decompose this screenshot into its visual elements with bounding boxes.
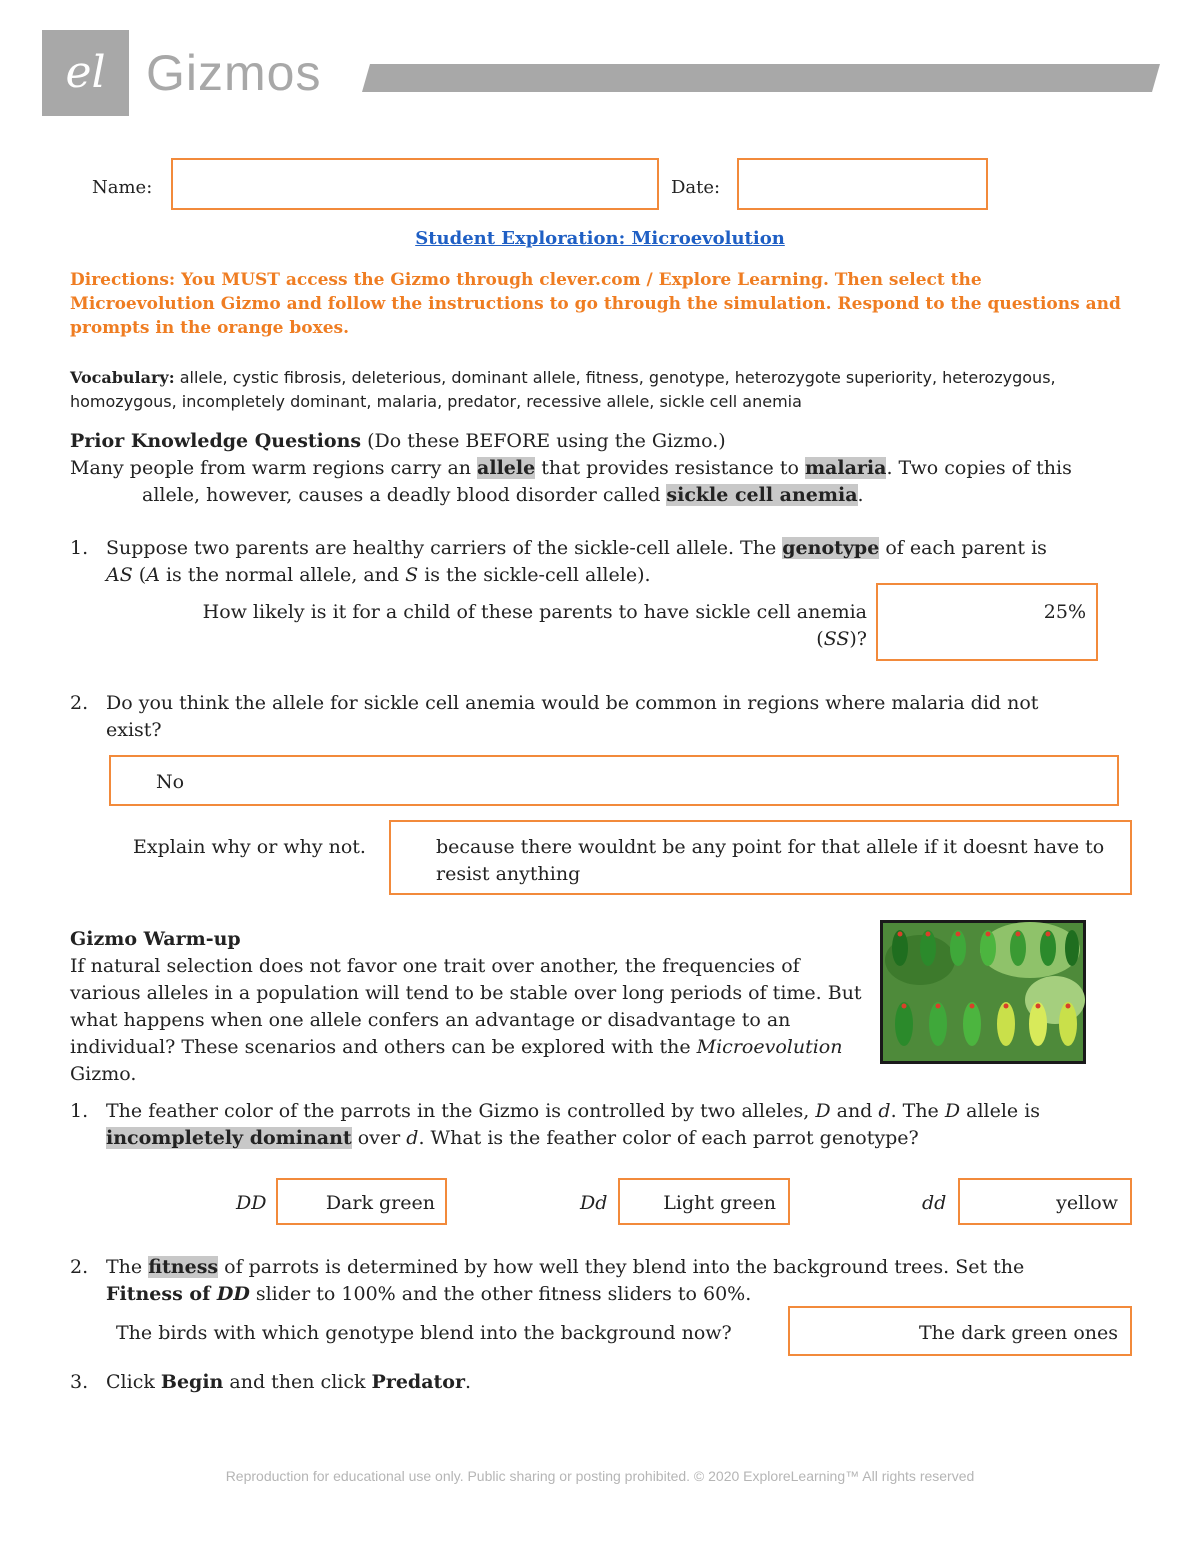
genotype-dd-answer[interactable]: yellow [958,1178,1132,1225]
prior-knowledge-heading: Prior Knowledge Questions (Do these BEFORE using the Gizmo.) [70,430,726,452]
genotype-DD-label: DD [236,1192,267,1214]
term-allele: allele [477,457,536,479]
warmup-q1-number: 1. [70,1100,89,1122]
prior-intro-line2: allele, however, causes a deadly blood disorder called sickle cell anemia. [142,484,864,506]
date-field[interactable] [737,158,988,210]
name-field[interactable] [171,158,659,210]
footer-copyright: Reproduction for educational use only. Public sharing or posting prohibited. © 2020 ExploreLearning™ All rights reserved [225,1468,975,1484]
explain-why-label: Explain why or why not. [133,836,366,858]
prior-q1-text: Suppose two parents are healthy carriers of the sickle-cell allele. The genotype of each parent is [106,537,1047,559]
brand-name: Gizmos [146,45,322,101]
warmup-q3-number: 3. [70,1371,89,1393]
explorelearning-logo: el [42,30,129,116]
warmup-paragraph: If natural selection does not favor one trait over another, the frequencies of various alleles in a population will tend to be stable over long periods of time. But what happens when one allele confers an advantage or disadvantage to an individual? These scenarios and others can be explored with the Microevolution Gizmo. [70,955,862,1085]
vocabulary-label: Vocabulary: [70,368,175,387]
sickle-cell-common-answer[interactable]: No [109,755,1119,806]
warmup-q2-text-line2: Fitness of DD slider to 100% and the other fitness sliders to 60%. [106,1283,752,1305]
warmup-q1-text: The feather color of the parrots in the Gizmo is controlled by two alleles, D and d. The D allele is [106,1100,1041,1122]
term-genotype: genotype [782,537,880,559]
term-malaria: malaria [804,457,887,479]
prior-q2-text: Do you think the allele for sickle cell anemia would be common in regions where malaria did not exist? [106,692,1039,741]
genotype-dd-label: dd [922,1192,947,1214]
prior-q2-number: 2. [70,692,89,714]
genotype-Dd-answer[interactable]: Light green [618,1178,790,1225]
header-stripe [362,64,1160,92]
warmup-q3-text: Click Begin and then click Predator. [106,1371,472,1393]
vocabulary-list: allele, cystic fibrosis, deleterious, dominant allele, fitness, genotype, heterozygote superiority, heterozygous, homozygous, incompletely dominant, malaria, predator, recessive allele, sickle cell anemia [70,368,1056,411]
prior-q1-number: 1. [70,537,89,559]
explain-why-answer[interactable]: because there wouldnt be any point for that allele if it doesnt have to resist anything [389,820,1132,895]
term-incompletely-dominant: incompletely dominant [106,1127,352,1149]
genotype-DD-answer[interactable]: Dark green [276,1178,447,1225]
name-label: Name: [92,177,153,198]
term-fitness: fitness [148,1256,219,1278]
blend-genotype-answer[interactable]: The dark green ones [788,1306,1132,1356]
warmup-q2-number: 2. [70,1256,89,1278]
page-title: Student Exploration: Microevolution [415,228,785,249]
date-label: Date: [671,177,721,198]
warmup-heading: Gizmo Warm-up [70,928,241,950]
parrots-illustration [880,920,1086,1064]
warmup-q2-subquestion: The birds with which genotype blend into the background now? [116,1322,732,1344]
prior-intro-line1: Many people from warm regions carry an allele that provides resistance to malaria. Two copies of this [70,457,1072,479]
prior-q1-text-line2: AS (A is the normal allele, and S is the sickle-cell allele). [106,564,651,586]
warmup-q1-text-line2: incompletely dominant over d. What is the feather color of each parrot genotype? [106,1127,919,1149]
term-sickle-cell-anemia: sickle cell anemia [666,484,858,506]
warmup-q2-text: The fitness of parrots is determined by how well they blend into the background trees. Set the [106,1256,1025,1278]
vocabulary [70,366,1130,414]
genotype-Dd-label: Dd [580,1192,608,1214]
directions-text: Directions: You MUST access the Gizmo through clever.com / Explore Learning. Then select the Microevolution Gizmo and follow the instructions to go through the simulation. Respond to the questions and prompts in the orange boxes. [70,270,1121,338]
sickle-cell-probability-answer[interactable]: 25% [876,583,1098,661]
prior-q1-subquestion: How likely is it for a child of these parents to have sickle cell anemia (SS)? [202,601,867,650]
